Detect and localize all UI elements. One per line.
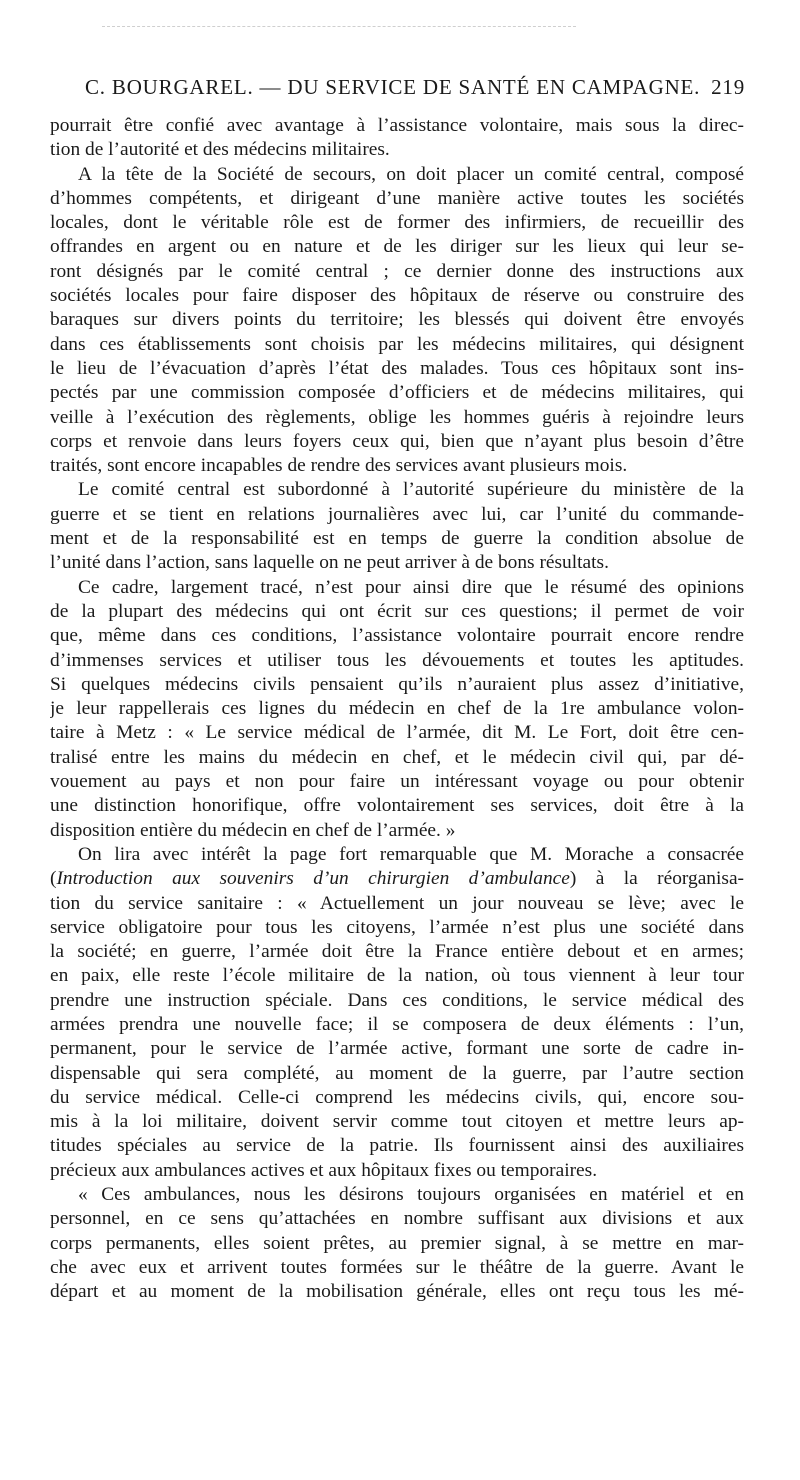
text-line: d’hommes compétents, et dirigeant d’une manière active toutes les sociétés	[50, 187, 744, 209]
text-line: la société; en guerre, l’armée doit être la France entière debout et en armes;	[50, 941, 744, 963]
text-line: Ce cadre, largement tracé, n’est pour ainsi dire que le résumé des opinions	[78, 576, 744, 598]
page-number: 219	[711, 75, 745, 99]
text-line: offrandes en argent ou en nature et de les diriger sur les lieux qui leur se-	[50, 236, 744, 258]
text-line: locales, dont le véritable rôle est de former des infirmiers, de recueillir des	[50, 212, 744, 234]
text-line: tion du service sanitaire : « Actuellement un jour nouveau se lève; avec le	[50, 892, 744, 914]
text-line: l’unité dans l’action, sans laquelle on ne peut arriver à de bons résultats.	[50, 552, 609, 574]
text-line: de la plupart des médecins qui ont écrit sur ces questions; il permet de voir	[50, 600, 744, 622]
text-line: le lieu de l’évacuation d’après l’état des malades. Tous ces hôpitaux sont ins-	[50, 357, 744, 379]
text-line: taire à Metz : « Le service médical de l’armée, dit M. Le Fort, doit être cen-	[50, 722, 744, 744]
text-line: ront désignés par le comité central ; ce dernier donne des instructions aux	[50, 260, 744, 282]
text-line: titudes spéciales au service de la patrie. Ils fournissent ainsi des auxiliaires	[50, 1135, 744, 1157]
text-line: On lira avec intérêt la page fort remarquable que M. Morache a consacrée	[78, 843, 744, 865]
text-line: précieux aux ambulances actives et aux hôpitaux fixes ou temporaires.	[50, 1159, 598, 1181]
text-line: je leur rappellerais ces lignes du médecin en chef de la 1re ambulance volon-	[50, 698, 744, 720]
text-line: « Ces ambulances, nous les désirons toujours organisées en matériel et en	[78, 1184, 744, 1206]
text-line: que, même dans ces conditions, l’assistance volontaire pourrait encore rendre	[50, 625, 744, 647]
text-line: (Introduction aux souvenirs d’un chirurgien d’ambulance) à la réorganisa-	[50, 868, 744, 890]
text-line: du service médical. Celle-ci comprend les médecins civils, qui, encore sou-	[50, 1086, 744, 1108]
text-line: che avec eux et arrivent toutes formées sur le théâtre de la guerre. Avant le	[50, 1256, 744, 1278]
text-line: en paix, elle reste l’école militaire de la nation, où tous viennent à leur tour	[50, 965, 744, 987]
text-line: A la tête de la Société de secours, on doit placer un comité central, composé	[78, 163, 744, 185]
running-header	[85, 75, 745, 115]
text-line: dans ces établissements sont choisis par les médecins militaires, qui désignent	[50, 333, 744, 355]
scan-artifact-rule	[102, 26, 576, 27]
text-line: disposition entière du médecin en chef de l’armée. »	[50, 819, 456, 841]
text-line: service obligatoire pour tous les citoyens, l’armée n’est plus une société dans	[50, 916, 744, 938]
text-line: mis à la loi militaire, doivent servir comme tout citoyen et mettre leurs ap-	[50, 1111, 744, 1133]
running-title: C. BOURGAREL. — DU SERVICE DE SANTÉ EN CAMPAGNE.	[85, 75, 701, 99]
text-line: Si quelques médecins civils pensaient qu’ils n’auraient plus assez d’initiative,	[50, 673, 744, 695]
text-line: baraques sur divers points du territoire; les blessés qui doivent être envoyés	[50, 309, 744, 331]
text-line: vouement au pays et non pour faire un intéressant voyage ou pour obtenir	[50, 771, 744, 793]
text-line: pourrait être confié avec avantage à l’assistance volontaire, mais sous la direc-	[50, 115, 744, 136]
text-line: corps et renvoie dans leurs foyers ceux qui, bien que n’ayant plus besoin d’être	[50, 430, 744, 452]
text-line: guerre et se tient en relations journalières avec lui, car l’unité du commande-	[50, 503, 744, 525]
text-line: armées prendra une nouvelle face; il se composera de deux éléments : l’un,	[50, 1013, 744, 1035]
text-line: veille à l’exécution des règlements, oblige les hommes guéris à rejoindre leurs	[50, 406, 744, 428]
text-line: d’immenses services et utiliser tous les dévouements et toutes les aptitudes.	[50, 649, 744, 671]
text-line: départ et au moment de la mobilisation générale, elles ont reçu tous les mé-	[50, 1281, 744, 1303]
text-line: corps permanents, elles soient prêtes, au premier signal, à se mettre en mar-	[50, 1232, 744, 1254]
text-line: tion de l’autorité et des médecins militaires.	[50, 139, 390, 161]
text-line: personnel, en ce sens qu’attachées en nombre suffisant aux divisions et aux	[50, 1208, 744, 1230]
text-line: Le comité central est subordonné à l’autorité supérieure du ministère de la	[78, 479, 744, 501]
text-line: permanent, pour le service de l’armée active, formant une sorte de cadre in-	[50, 1038, 744, 1060]
text-line: prendre une instruction spéciale. Dans ces conditions, le service médical des	[50, 989, 744, 1011]
text-line: traités, sont encore incapables de rendre des services avant plusieurs mois.	[50, 455, 628, 477]
body-text	[50, 114, 744, 1305]
text-line: dispensable qui sera complété, au moment de la guerre, par l’autre section	[50, 1062, 744, 1084]
text-line: ment et de la responsabilité est en temps de guerre la condition absolue de	[50, 528, 744, 550]
text-line: tralisé entre les mains du médecin en chef, et le médecin civil qui, par dé-	[50, 746, 744, 768]
text-line: sociétés locales pour faire disposer des hôpitaux de réserve ou construire des	[50, 285, 744, 307]
text-line: pectés par une commission composée d’officiers et de médecins militaires, qui	[50, 382, 744, 404]
book-title: Introduction aux souvenirs d’un chirurgien d’ambulance	[56, 868, 570, 890]
text-line: une distinction honorifique, offre volontairement ses services, doit être à la	[50, 795, 744, 817]
